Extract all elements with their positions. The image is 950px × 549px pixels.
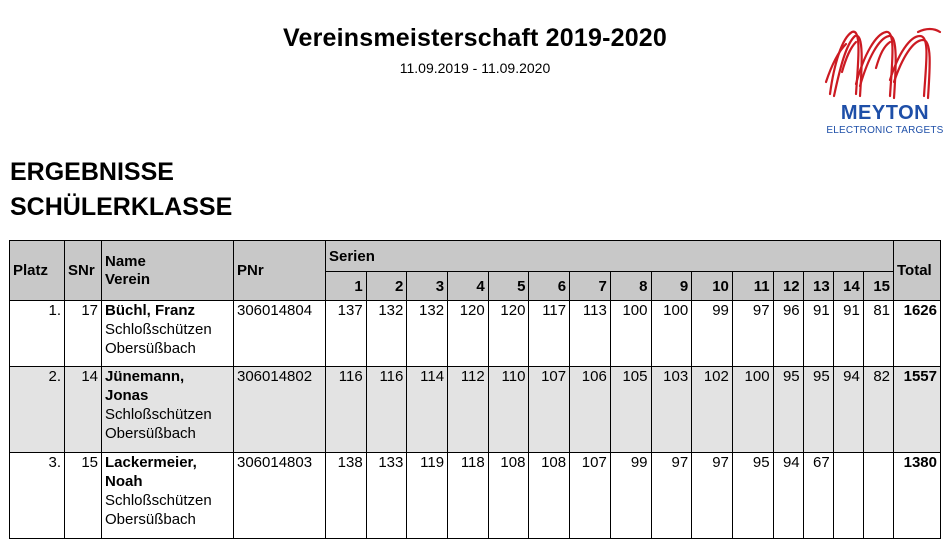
col-name-header <box>102 241 234 301</box>
document-title: Vereinsmeisterschaft 2019-2020 <box>282 24 668 52</box>
series-number-header: 4 <box>448 272 489 301</box>
pnr-cell: 306014804 <box>234 301 326 367</box>
series-score-cell <box>833 453 863 539</box>
shooter-name: Jünemann, Jonas <box>105 368 185 404</box>
series-score-cell: 67 <box>803 453 833 539</box>
series-score-cell: 116 <box>326 367 367 453</box>
series-number-header: 11 <box>732 272 773 301</box>
series-score-cell: 133 <box>366 453 407 539</box>
series-number-header: 10 <box>692 272 733 301</box>
series-score-cell: 94 <box>833 367 863 453</box>
series-score-cell: 110 <box>488 367 529 453</box>
series-score-cell: 114 <box>407 367 448 453</box>
club-name-line2: Obersüßbach <box>105 340 196 357</box>
name-cell <box>102 367 234 453</box>
series-score-cell: 113 <box>570 301 611 367</box>
total-cell: 1626 <box>894 301 941 367</box>
series-score-cell: 137 <box>326 301 367 367</box>
series-score-cell: 138 <box>326 453 367 539</box>
series-number-header: 5 <box>488 272 529 301</box>
col-platz-header: Platz <box>10 241 65 301</box>
series-score-cell: 107 <box>529 367 570 453</box>
series-score-cell: 120 <box>448 301 489 367</box>
table-row <box>10 453 941 539</box>
col-total-header: Total <box>894 241 941 301</box>
series-number-header: 2 <box>366 272 407 301</box>
series-score-cell: 100 <box>610 301 651 367</box>
table-row <box>10 301 941 367</box>
series-score-cell: 105 <box>610 367 651 453</box>
series-score-cell: 99 <box>610 453 651 539</box>
col-serien-header: Serien <box>326 241 894 272</box>
name-cell <box>102 453 234 539</box>
platz-cell: 2. <box>10 367 65 453</box>
col-verein-label: Verein <box>105 270 151 288</box>
series-score-cell: 120 <box>488 301 529 367</box>
club-name-line2: Obersüßbach <box>105 511 196 528</box>
total-cell: 1557 <box>894 367 941 453</box>
series-number-header: 13 <box>803 272 833 301</box>
club-name-line1: Schloßschützen <box>105 406 212 423</box>
pnr-cell: 306014803 <box>234 453 326 539</box>
series-score-cell: 118 <box>448 453 489 539</box>
name-cell <box>102 301 234 367</box>
col-name-label: Name <box>105 252 146 270</box>
series-score-cell: 94 <box>773 453 803 539</box>
series-score-cell: 95 <box>773 367 803 453</box>
series-number-header: 12 <box>773 272 803 301</box>
series-score-cell: 108 <box>488 453 529 539</box>
results-body <box>10 301 941 539</box>
series-score-cell: 100 <box>651 301 692 367</box>
series-score-cell: 96 <box>773 301 803 367</box>
col-snr-header: SNr <box>65 241 102 301</box>
series-score-cell: 97 <box>651 453 692 539</box>
shooter-name: Büchl, Franz <box>105 302 196 319</box>
platz-cell: 3. <box>10 453 65 539</box>
date-range: 11.09.2019 - 11.09.2020 <box>399 60 551 76</box>
series-score-cell: 91 <box>803 301 833 367</box>
series-score-cell: 97 <box>732 301 773 367</box>
table-row <box>10 367 941 453</box>
series-score-cell: 100 <box>732 367 773 453</box>
series-score-cell: 117 <box>529 301 570 367</box>
total-cell: 1380 <box>894 453 941 539</box>
series-score-cell: 108 <box>529 453 570 539</box>
series-score-cell <box>863 453 893 539</box>
series-score-cell: 102 <box>692 367 733 453</box>
series-number-header: 15 <box>863 272 893 301</box>
series-score-cell: 81 <box>863 301 893 367</box>
series-score-cell: 95 <box>803 367 833 453</box>
logo-subtitle: ELECTRONIC TARGETS <box>826 125 944 136</box>
series-number-header: 7 <box>570 272 611 301</box>
results-table <box>9 240 941 539</box>
series-score-cell: 112 <box>448 367 489 453</box>
series-score-cell: 132 <box>407 301 448 367</box>
snr-cell: 15 <box>65 453 102 539</box>
series-score-cell: 95 <box>732 453 773 539</box>
series-number-header: 1 <box>326 272 367 301</box>
series-score-cell: 99 <box>692 301 733 367</box>
series-score-cell: 119 <box>407 453 448 539</box>
series-score-cell: 97 <box>692 453 733 539</box>
series-number-header: 3 <box>407 272 448 301</box>
section-title: ERGEBNISSE <box>10 158 174 186</box>
series-score-cell: 106 <box>570 367 611 453</box>
shooter-name: Lackermeier, Noah <box>105 454 197 490</box>
series-score-cell: 107 <box>570 453 611 539</box>
series-score-cell: 103 <box>651 367 692 453</box>
series-score-cell: 132 <box>366 301 407 367</box>
logo-wordmark: MEYTON <box>840 102 930 124</box>
series-number-header: 14 <box>833 272 863 301</box>
series-score-cell: 116 <box>366 367 407 453</box>
snr-cell: 17 <box>65 301 102 367</box>
pnr-cell: 306014802 <box>234 367 326 453</box>
club-name-line2: Obersüßbach <box>105 425 196 442</box>
club-name-line1: Schloßschützen <box>105 492 212 509</box>
table-header-row <box>10 241 941 272</box>
series-number-header: 9 <box>651 272 692 301</box>
series-number-header: 8 <box>610 272 651 301</box>
col-pnr-header: PNr <box>234 241 326 301</box>
series-score-cell: 91 <box>833 301 863 367</box>
class-title: SCHÜLERKLASSE <box>10 193 233 221</box>
series-score-cell: 82 <box>863 367 893 453</box>
snr-cell: 14 <box>65 367 102 453</box>
platz-cell: 1. <box>10 301 65 367</box>
club-name-line1: Schloßschützen <box>105 321 212 338</box>
series-number-header: 6 <box>529 272 570 301</box>
